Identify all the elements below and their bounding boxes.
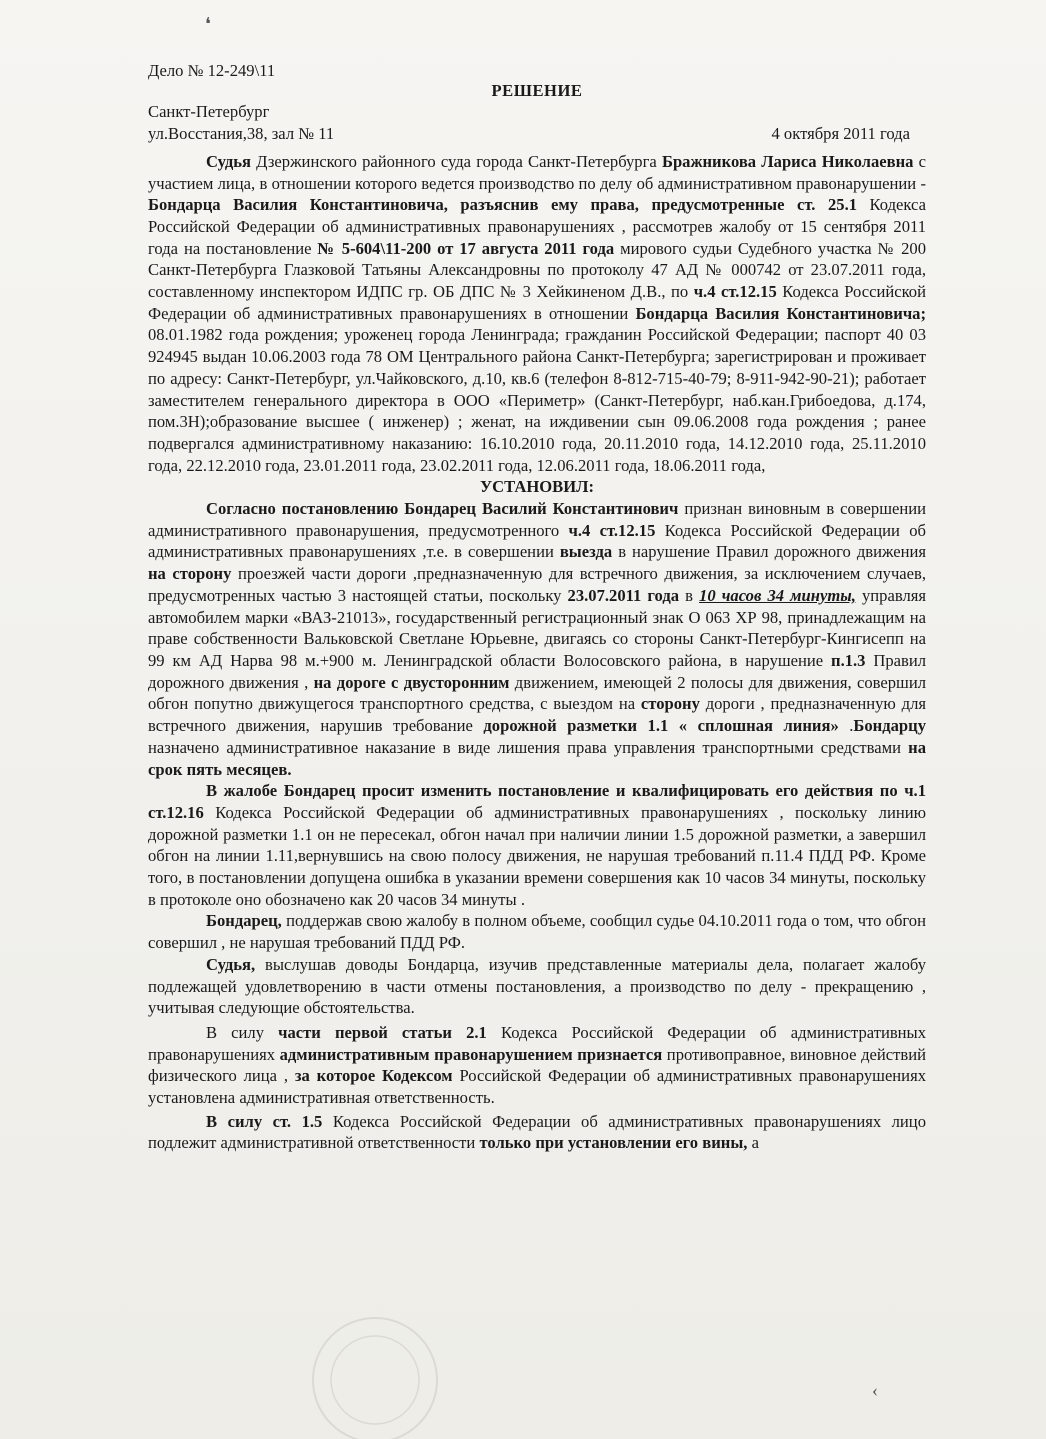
text-run: выслушав доводы Бондарца, изучив представленные материалы дела, полагает жалобу подлежащей удовлетворению в части отмены постановления, а производство по делу - прекращению , учитывая следующие обстоятельства.	[148, 954, 926, 1018]
text-run: мирового судьи Судебного участка № 200 Санкт-Петербурга Глазковой Татьяны Александровны по протоколу 47 АД № 000742 от 23.07.2011 года, составленному инспектором ИДПС гр. ОБ ДПС № 3 Хейкиненом Д.В., по	[148, 238, 926, 302]
text-run: ч.4 ст.12.15	[568, 520, 656, 540]
text-run: 23.07.2011 года	[567, 585, 680, 605]
text-run: административным правонарушением признается	[279, 1044, 663, 1064]
city: Санкт-Петербург	[148, 102, 270, 122]
text-run: Кодекса Российской Федерации об административных правонарушениях лицо подлежит административной ответственности	[148, 1111, 926, 1153]
established-heading: УСТАНОВИЛ:	[479, 477, 595, 497]
text-run: части первой статьи 2.1	[278, 1022, 487, 1042]
text-run: выезда	[559, 542, 613, 562]
text-run: на срок пять месяцев.	[148, 737, 926, 779]
scan-speck: ❛	[205, 14, 211, 34]
text-run: Судья,	[206, 954, 256, 974]
text-run: Кодекса Российской Федерации об административных правонарушениях , поскольку линию дорожной разметки 1.1 он не пересекал, обгон начал при наличии линии 1.5 дорожной разметки, а завершил обгон на линии 1.11,вернувшись на свою полосу движения, не нарушая требований п.11.4 ПДД РФ. Кроме того, в постановлении допущена ошибка в указании времени совершения как 10 часов 34 минуты, поскольку в протоколе оно обозначено как 20 часов 34 минуты .	[148, 802, 926, 909]
text-run: Бондарцу	[853, 716, 927, 736]
case-number: Дело № 12-249\11	[148, 61, 276, 80]
text-run: за которое Кодексом	[294, 1066, 453, 1086]
text-run: а	[747, 1133, 759, 1153]
scan-speck: ‹	[872, 1380, 878, 1400]
text-run: Бондарца Василия Константиновича, разъяснив ему права, предусмотренные ст. 25.1	[148, 195, 858, 215]
text-run: № 5-604\11-200 от 17 августа 2011 года	[317, 238, 615, 258]
text-run: Согласно постановлению Бондарец Василий Константинович	[206, 499, 679, 519]
court-decision	[148, 60, 926, 1154]
text-run: только при установлении его вины,	[479, 1133, 748, 1153]
decision-date: 4 октября 2011 года	[771, 124, 910, 144]
text-run: назначено административное наказание в виде лишения права управления транспортными средствами	[148, 737, 909, 757]
document-title: РЕШЕНИЕ	[491, 80, 583, 100]
text-run: Кодекса Российской Федерации об административных правонарушениях	[148, 1022, 926, 1064]
text-run: Российской Федерации об административных правонарушениях установлена административная ответственность.	[148, 1066, 926, 1108]
text-run: Правил дорожного движения ,	[148, 650, 926, 692]
defendant-paragraph	[148, 910, 926, 953]
text-run: Кодекса Российской Федерации об административных правонарушениях ,т.е. в совершении	[148, 520, 926, 562]
judge-paragraph	[148, 954, 926, 1019]
text-run: В силу ст. 1.5	[206, 1111, 323, 1131]
text-run: проезжей части дороги ,предназначенную для встречного движения, за исключением случаев, предусмотренных частью 3 настоящей статьи, поскольку	[148, 564, 926, 605]
established-paragraph	[148, 498, 926, 780]
text-run: В силу	[206, 1022, 279, 1042]
stamp-impression	[300, 1300, 450, 1439]
text-run: управляя автомобилем марки «ВАЗ-21013», государственный регистрационный знак О 063 ХР 98, принадлежащим на праве собственности Вальковской Светлане Юрьевне, двигаясь со стороны Санкт-Петербург-Кингисепп на 99 км АД Нарва 98 м.+900 м. Ленинградской области Волосовского района, в нарушение	[148, 585, 926, 670]
text-run: В жалобе Бондарец просит изменить постановление и квалифицировать его действия по ч.1 ст.12.16	[148, 781, 926, 822]
article-2-1-paragraph	[148, 1022, 926, 1109]
text-run: 08.01.1982 года рождения; уроженец города Ленинграда; гражданин Российской Федерации; паспорт 40 03 924945 выдан 10.06.2003 года 78 ОМ Центрального района Санкт-Петербурга; зарегистрирован и проживает по адресу: Санкт-Петербург, ул.Чайковского, д.10, кв.6 (телефон 8-812-715-40-79; 8-911-942-90-21); работает заместителем генерального директора в ООО «Периметр» (Санкт-Петербург, наб.кан.Грибоедова, д.174, пом.3Н);образование высшее ( инженер) ; женат, на иждивении сын 09.06.2008 года рождения ; ранее подвергался административному наказанию: 16.10.2010 года, 20.11.2010 года, 14.12.2010 года, 25.11.2010 года, 22.12.2010 года, 23.01.2011 года, 23.02.2011 года, 12.06.2011 года, 18.06.2011 года,	[148, 325, 926, 475]
text-run: Кодекса Российской Федерации об административных правонарушениях , рассмотрев жалобу от 15 сентября 2011 года на постановление	[148, 195, 926, 258]
text-run: ч.4 ст.12.15	[693, 282, 777, 302]
text-run: движением, имеющей 2 полосы для движения, совершил обгон попутно движущегося транспортного средства, с выездом на	[148, 672, 926, 714]
text-run: Бражникова Лариса Николаевна	[661, 151, 914, 171]
text-run: сторону	[640, 694, 700, 714]
text-run: признан виновным в совершении административного правонарушения, предусмотренного	[148, 499, 926, 540]
address-date-row	[148, 123, 926, 145]
text-run: .	[838, 716, 854, 736]
text-run: п.1.3	[831, 650, 866, 670]
text-run: поддержав свою жалобу в полном объеме, сообщил судье 04.10.2011 года о том, что обгон совершил , не нарушая требований ПДД РФ.	[148, 911, 926, 953]
text-run: 10 часов 34 минуты,	[699, 585, 856, 605]
text-run: с участием лица, в отношении которого ведется производство по делу об административном правонарушении -	[148, 151, 926, 193]
text-run: Судья	[206, 151, 251, 171]
complaint-paragraph	[148, 780, 926, 910]
text-run: дорожной разметки 1.1 « сплошная линия»	[483, 716, 839, 736]
text-run: в нарушение Правил дорожного движения	[612, 542, 926, 562]
text-run: на дороге с двусторонним	[313, 672, 510, 692]
article-1-5-paragraph	[148, 1111, 926, 1154]
text-run: в	[679, 585, 700, 605]
court-address: ул.Восстания,38, зал № 11	[148, 124, 335, 144]
text-run: противоправное, виновное действий физического лица ,	[148, 1044, 927, 1086]
text-run: дороги , предназначенную для встречного движения, нарушив требование	[148, 694, 926, 736]
text-run: Кодекса Российской Федерации об административных правонарушениях в отношении	[148, 282, 926, 323]
text-run: Бондарец,	[206, 911, 282, 931]
intro-paragraph	[148, 151, 926, 477]
text-run: на сторону	[148, 564, 232, 584]
text-run: Бондарца Василия Константиновича;	[635, 303, 926, 323]
text-run: Дзержинского районного суда города Санкт-Петербурга	[250, 151, 662, 171]
